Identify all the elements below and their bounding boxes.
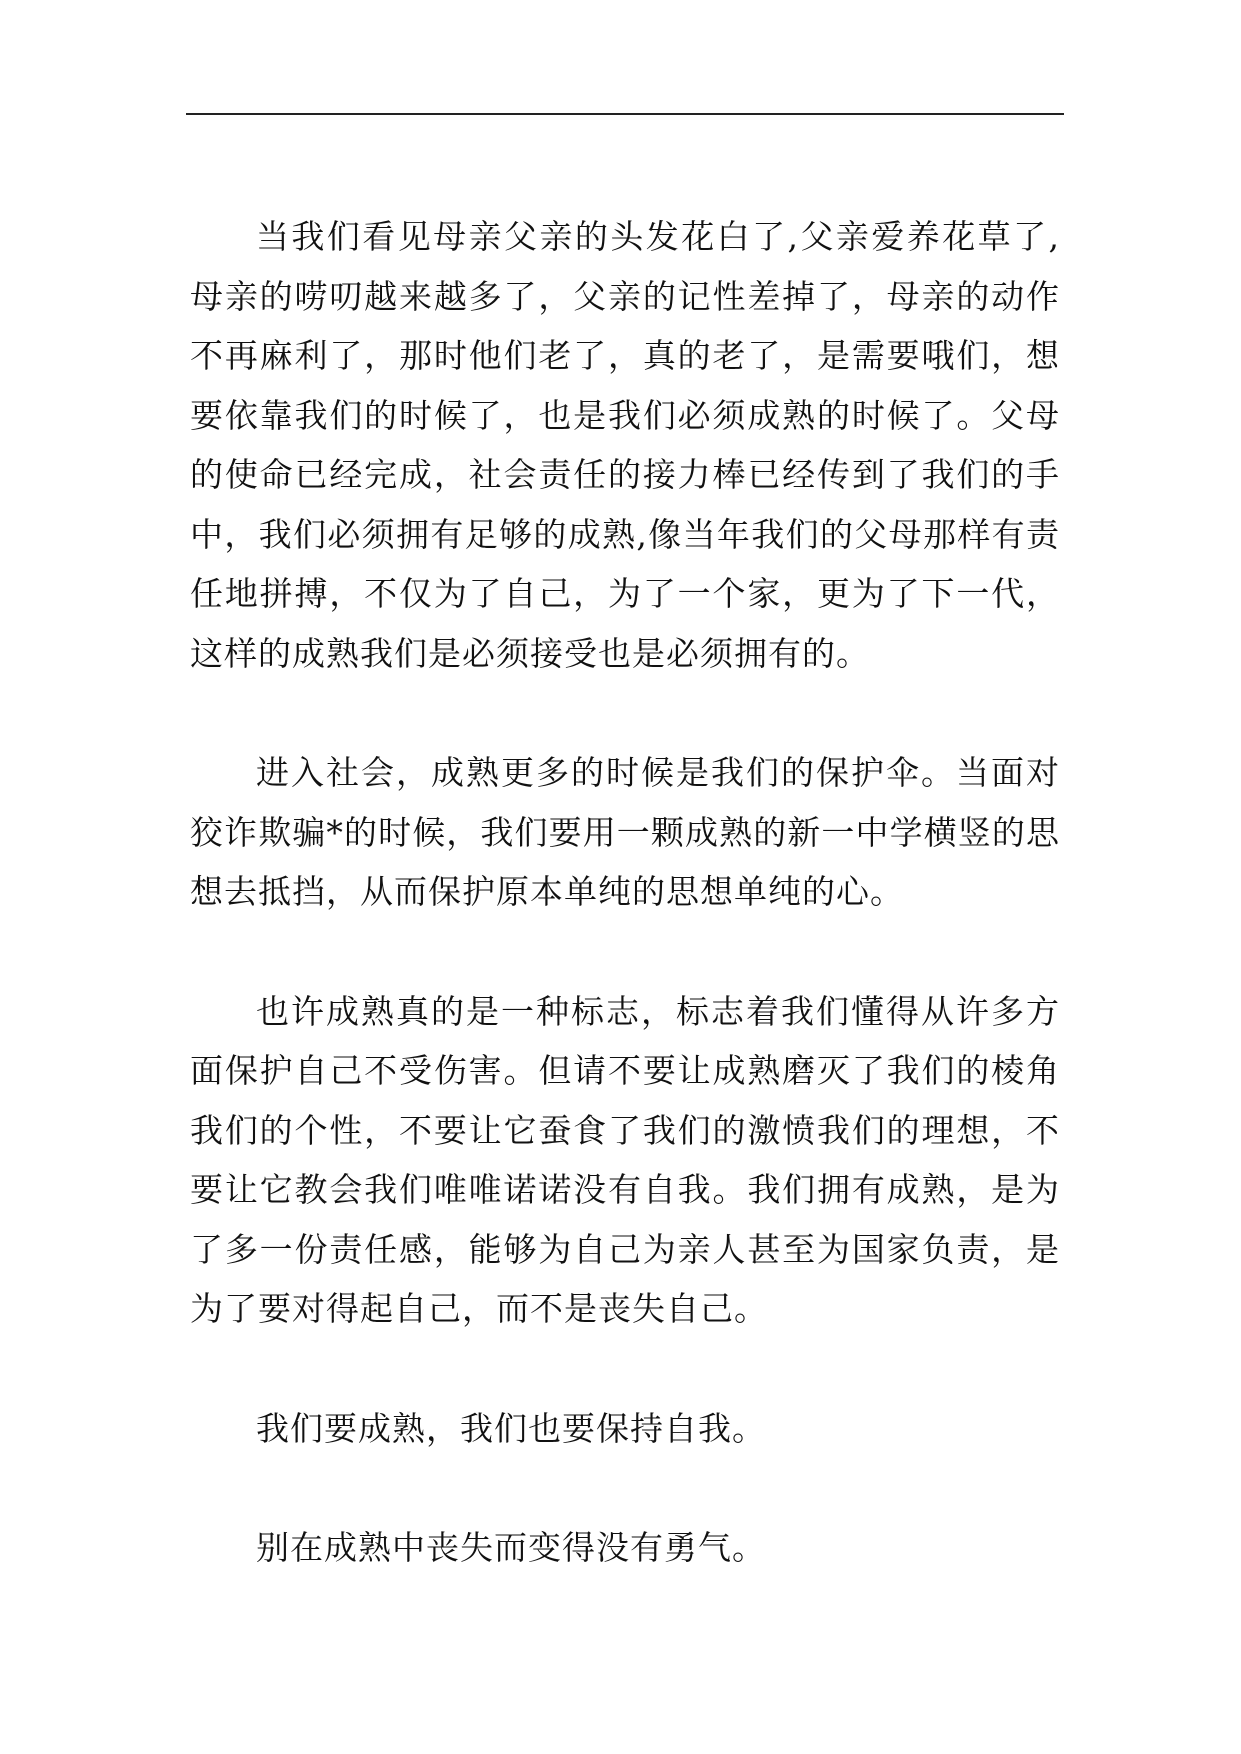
paragraph-gap [190, 1339, 1060, 1399]
paragraph-gap [190, 683, 1060, 743]
paragraph-5: 别在成熟中丧失而变得没有勇气。 [256, 1528, 766, 1567]
header-rule [186, 113, 1064, 115]
document-body [190, 207, 1060, 1578]
paragraph-3: 也许成熟真的是一种标志，标志着我们懂得从许多方面保护自己不受伤害。但请不要让成熟磨灭了我们的棱角我们的个性，不要让它蚕食了我们的激愤我们的理想，不要让它教会我们唯唯诺诺没有自我。我们拥有成熟，是为了多一份责任感，能够为自己为亲人甚至为国家负责，是为了要对得起自己，而不是丧失自己。 [190, 991, 1060, 1328]
paragraph-1: 当我们看见母亲父亲的头发花白了,父亲爱养花草了,母亲的唠叨越来越多了，父亲的记性差掉了，母亲的动作不再麻利了，那时他们老了，真的老了，是需要哦们，想要依靠我们的时候了，也是我们必须成熟的时候了。父母的使命已经完成，社会责任的接力棒已经传到了我们的手中，我们必须拥有足够的成熟,像当年我们的父母那样有责任地拼搏，不仅为了自己，为了一个家，更为了下一代，这样的成熟我们是必须接受也是必须拥有的。 [190, 217, 1060, 673]
paragraph-gap [190, 922, 1060, 982]
paragraph-gap [190, 1458, 1060, 1518]
paragraph-2: 进入社会，成熟更多的时候是我们的保护伞。当面对狡诈欺骗*的时候，我们要用一颗成熟的新一中学横竖的思想去抵挡，从而保护原本单纯的思想单纯的心。 [190, 753, 1060, 911]
paragraph-4: 我们要成熟，我们也要保持自我。 [256, 1408, 766, 1448]
